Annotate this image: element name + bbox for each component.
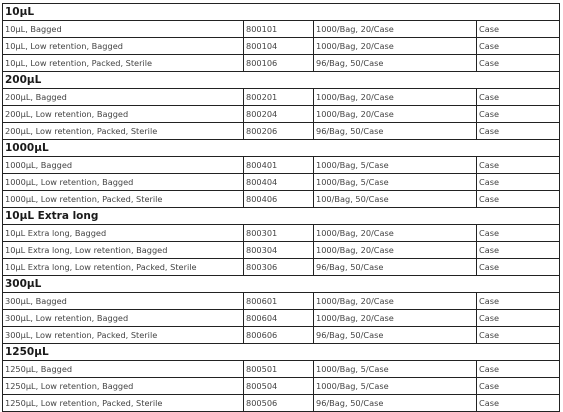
packaging-cell: 1000/Bag, 20/Case	[314, 310, 477, 327]
packaging-cell: 96/Bag, 50/Case	[314, 395, 477, 412]
catalog-number-cell: 800304	[244, 242, 314, 259]
catalog-number-cell: 800104	[244, 38, 314, 55]
section-header-row	[3, 4, 560, 21]
section-header-row	[3, 276, 560, 293]
unit-cell: Case	[477, 310, 560, 327]
packaging-cell: 1000/Bag, 20/Case	[314, 38, 477, 55]
packaging-cell: 1000/Bag, 20/Case	[314, 89, 477, 106]
description-cell: 10μL Extra long, Bagged	[3, 225, 244, 242]
unit-cell: Case	[477, 157, 560, 174]
unit-cell: Case	[477, 395, 560, 412]
packaging-cell: 96/Bag, 50/Case	[314, 327, 477, 344]
section-header-row	[3, 344, 560, 361]
section-title: 10μL Extra long	[3, 208, 560, 225]
description-cell: 1000μL, Low retention, Packed, Sterile	[3, 191, 244, 208]
packaging-cell: 96/Bag, 50/Case	[314, 55, 477, 72]
description-cell: 10μL, Bagged	[3, 21, 244, 38]
table-row	[3, 242, 560, 259]
packaging-cell: 1000/Bag, 5/Case	[314, 174, 477, 191]
catalog-number-cell: 800604	[244, 310, 314, 327]
catalog-number-cell: 800306	[244, 259, 314, 276]
table-row	[3, 157, 560, 174]
table-row	[3, 259, 560, 276]
table-row	[3, 106, 560, 123]
description-cell: 10μL Extra long, Low retention, Bagged	[3, 242, 244, 259]
packaging-cell: 1000/Bag, 5/Case	[314, 361, 477, 378]
packaging-cell: 100/Bag, 50/Case	[314, 191, 477, 208]
catalog-number-cell: 800101	[244, 21, 314, 38]
unit-cell: Case	[477, 225, 560, 242]
packaging-cell: 1000/Bag, 5/Case	[314, 378, 477, 395]
unit-cell: Case	[477, 106, 560, 123]
catalog-number-cell: 800606	[244, 327, 314, 344]
catalog-number-cell: 800201	[244, 89, 314, 106]
unit-cell: Case	[477, 293, 560, 310]
unit-cell: Case	[477, 327, 560, 344]
table-row	[3, 174, 560, 191]
description-cell: 200μL, Low retention, Bagged	[3, 106, 244, 123]
table-row	[3, 225, 560, 242]
description-cell: 1250μL, Low retention, Packed, Sterile	[3, 395, 244, 412]
catalog-number-cell: 800106	[244, 55, 314, 72]
section-title: 1000μL	[3, 140, 560, 157]
catalog-number-cell: 800506	[244, 395, 314, 412]
catalog-number-cell: 800301	[244, 225, 314, 242]
packaging-cell: 1000/Bag, 20/Case	[314, 21, 477, 38]
section-title: 300μL	[3, 276, 560, 293]
description-cell: 300μL, Low retention, Bagged	[3, 310, 244, 327]
description-cell: 10μL, Low retention, Packed, Sterile	[3, 55, 244, 72]
description-cell: 10μL Extra long, Low retention, Packed, Sterile	[3, 259, 244, 276]
description-cell: 1250μL, Low retention, Bagged	[3, 378, 244, 395]
product-table	[2, 3, 560, 412]
packaging-cell: 1000/Bag, 20/Case	[314, 225, 477, 242]
packaging-cell: 1000/Bag, 20/Case	[314, 293, 477, 310]
section-title: 200μL	[3, 72, 560, 89]
unit-cell: Case	[477, 55, 560, 72]
table-row	[3, 21, 560, 38]
table-row	[3, 191, 560, 208]
packaging-cell: 1000/Bag, 20/Case	[314, 242, 477, 259]
table-row	[3, 293, 560, 310]
description-cell: 1250μL, Bagged	[3, 361, 244, 378]
table-row	[3, 89, 560, 106]
unit-cell: Case	[477, 174, 560, 191]
catalog-number-cell: 800204	[244, 106, 314, 123]
unit-cell: Case	[477, 378, 560, 395]
packaging-cell: 1000/Bag, 20/Case	[314, 106, 477, 123]
unit-cell: Case	[477, 89, 560, 106]
product-table-body	[3, 4, 560, 412]
table-row	[3, 55, 560, 72]
catalog-number-cell: 800601	[244, 293, 314, 310]
table-row	[3, 361, 560, 378]
section-header-row	[3, 72, 560, 89]
catalog-number-cell: 800504	[244, 378, 314, 395]
description-cell: 300μL, Low retention, Packed, Sterile	[3, 327, 244, 344]
description-cell: 1000μL, Low retention, Bagged	[3, 174, 244, 191]
section-title: 1250μL	[3, 344, 560, 361]
description-cell: 10μL, Low retention, Bagged	[3, 38, 244, 55]
packaging-cell: 1000/Bag, 5/Case	[314, 157, 477, 174]
unit-cell: Case	[477, 242, 560, 259]
unit-cell: Case	[477, 259, 560, 276]
catalog-number-cell: 800406	[244, 191, 314, 208]
catalog-number-cell: 800404	[244, 174, 314, 191]
section-title: 10μL	[3, 4, 560, 21]
packaging-cell: 96/Bag, 50/Case	[314, 123, 477, 140]
unit-cell: Case	[477, 123, 560, 140]
unit-cell: Case	[477, 191, 560, 208]
catalog-number-cell: 800501	[244, 361, 314, 378]
description-cell: 1000μL, Bagged	[3, 157, 244, 174]
section-header-row	[3, 208, 560, 225]
unit-cell: Case	[477, 38, 560, 55]
packaging-cell: 96/Bag, 50/Case	[314, 259, 477, 276]
unit-cell: Case	[477, 361, 560, 378]
table-row	[3, 310, 560, 327]
catalog-number-cell: 800206	[244, 123, 314, 140]
catalog-number-cell: 800401	[244, 157, 314, 174]
table-row	[3, 395, 560, 412]
table-row	[3, 123, 560, 140]
table-row	[3, 327, 560, 344]
unit-cell: Case	[477, 21, 560, 38]
description-cell: 300μL, Bagged	[3, 293, 244, 310]
table-row	[3, 38, 560, 55]
description-cell: 200μL, Low retention, Packed, Sterile	[3, 123, 244, 140]
description-cell: 200μL, Bagged	[3, 89, 244, 106]
section-header-row	[3, 140, 560, 157]
table-row	[3, 378, 560, 395]
